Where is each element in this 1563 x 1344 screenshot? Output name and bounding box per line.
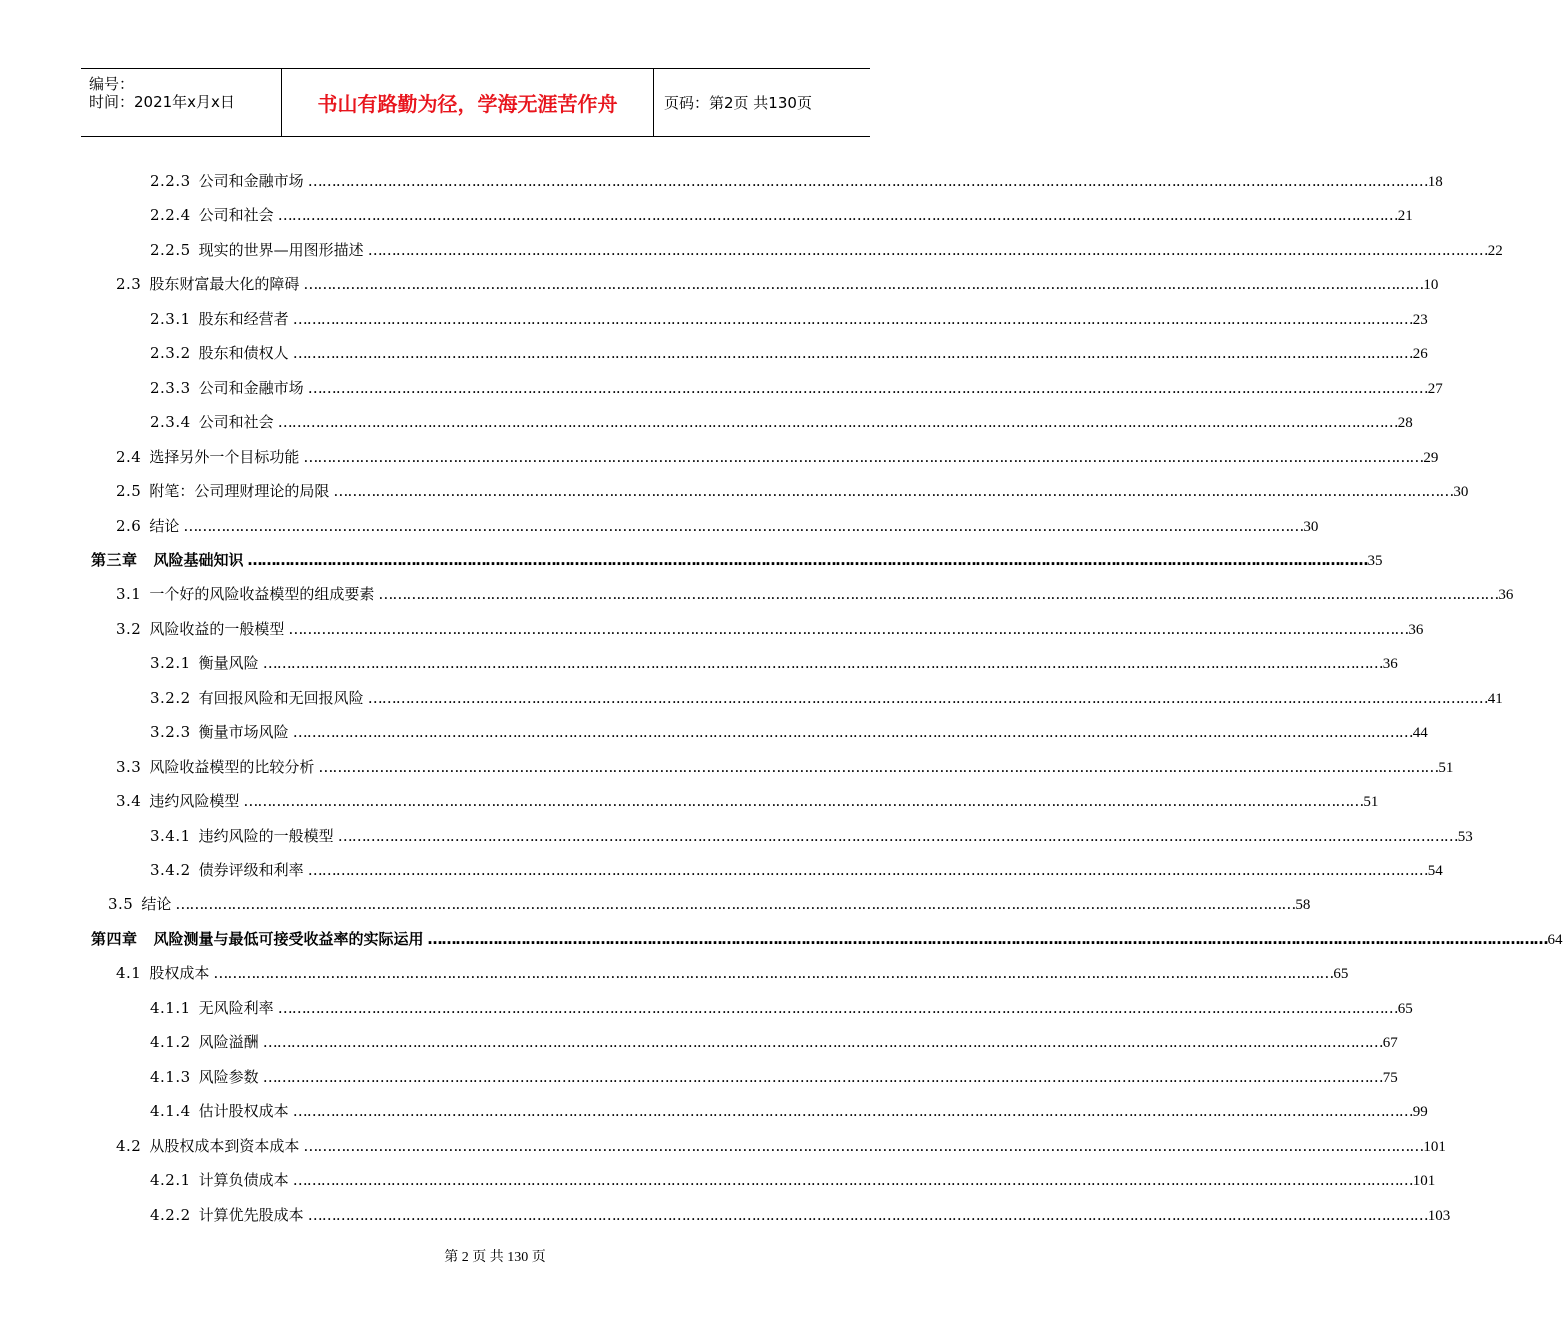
toc-entry[interactable] — [150, 1066, 1398, 1088]
toc-entry[interactable] — [150, 411, 1413, 433]
toc-entry-page: 36 — [1408, 621, 1424, 638]
toc-entry-page: 10 — [1423, 277, 1439, 294]
toc-entry-page: 51 — [1438, 759, 1454, 776]
toc-entry[interactable] — [116, 273, 1439, 295]
toc-entry[interactable] — [150, 308, 1428, 330]
toc-entry-number: 2.3.2 — [150, 344, 191, 363]
toc-entry-page: 53 — [1457, 828, 1473, 845]
toc-entry-number: 3.2 — [116, 619, 142, 638]
toc-leader-dots: …………………………………………………………………………………………………………………………………………………………………………………………………………………… — [183, 516, 1304, 535]
toc-entry-title: 风险测量与最低可接受收益率的实际运用 — [153, 929, 424, 948]
toc-entry-page: 44 — [1412, 725, 1428, 742]
toc-entry-title: 债券评级和利率 — [198, 861, 304, 879]
toc-entry[interactable] — [116, 446, 1439, 468]
toc-entry-page: 54 — [1427, 863, 1443, 879]
toc-entry-number: 3.2.1 — [150, 654, 191, 673]
toc-entry-page: 28 — [1397, 415, 1413, 432]
toc-entry-page: 30 — [1453, 484, 1469, 501]
toc-entry-number: 4.1.3 — [150, 1067, 191, 1086]
toc-leader-dots: …………………………………………………………………………………………………………………………………………………………………………………………………………………… — [307, 378, 1428, 397]
toc-leader-dots: …………………………………………………………………………………………………………………………………………………………………………………………………………………… — [262, 1033, 1383, 1052]
toc-entry-title: 风险收益模型的比较分析 — [149, 757, 315, 776]
toc-entry[interactable] — [150, 859, 1443, 881]
toc-entry-title: 一个好的风险收益模型的组成要素 — [149, 585, 375, 604]
toc-entry-number: 4.1.2 — [150, 1033, 191, 1052]
toc-entry[interactable] — [116, 962, 1349, 984]
toc-leader-dots: …………………………………………………………………………………………………………………………………………………………………………………………………………………… — [307, 861, 1428, 879]
toc-leader-dots: …………………………………………………………………………………………………………………………………………………………………………………………………………………… — [367, 688, 1488, 707]
toc-entry[interactable] — [150, 652, 1398, 674]
toc-leader-dots: …………………………………………………………………………………………………………………………………………………………………………………………………………………… — [175, 895, 1296, 914]
toc-entry-page: 27 — [1427, 380, 1443, 397]
header-meta-cell — [81, 69, 282, 136]
toc-entry-page: 35 — [1367, 552, 1383, 569]
toc-entry-title: 衡量风险 — [198, 654, 259, 673]
toc-entry[interactable] — [150, 204, 1413, 226]
toc-entry[interactable] — [91, 549, 1383, 571]
toc-leader-dots: …………………………………………………………………………………………………………………………………………………………………………………………………………………… — [337, 826, 1458, 845]
toc-leader-dots: …………………………………………………………………………………………………………………………………………………………………………………………………………………… — [292, 1171, 1413, 1190]
toc-entry-title: 股东和经营者 — [198, 309, 289, 328]
toc-leader-dots: …………………………………………………………………………………………………………………………………………………………………………………………………………………… — [378, 585, 1499, 604]
toc-entry[interactable] — [150, 1100, 1428, 1122]
toc-leader-dots: …………………………………………………………………………………………………………………………………………………………………………………………………………………… — [303, 447, 1424, 466]
toc-entry[interactable] — [116, 515, 1319, 537]
toc-entry-number: 2.6 — [116, 516, 142, 535]
toc-entry-number: 2.3 — [116, 275, 142, 294]
toc-entry-title: 违约风险的一般模型 — [198, 826, 334, 845]
toc-entry-title: 公司和金融市场 — [198, 172, 304, 190]
toc-entry-page: 29 — [1423, 449, 1439, 466]
toc-leader-dots: …………………………………………………………………………………………………………………………………………………………………………………………………………………… — [318, 757, 1439, 776]
toc-entry[interactable] — [150, 721, 1428, 743]
toc-leader-dots: …………………………………………………………………………………………………………………………………………………………………………………………………………………… — [292, 1102, 1413, 1121]
toc-entry-title: 公司和社会 — [198, 413, 274, 432]
toc-entry-number: 2.3.4 — [150, 413, 191, 432]
toc-entry-number: 3.4 — [116, 792, 142, 811]
page-footer: 第 2 页 共 130 页 — [444, 1250, 546, 1265]
toc-entry[interactable] — [150, 170, 1443, 192]
toc-entry-number: 2.4 — [116, 447, 142, 466]
toc-leader-dots: …………………………………………………………………………………………………………………………………………………………………………………………………………………… — [333, 482, 1454, 501]
toc-entry[interactable] — [108, 893, 1311, 915]
toc-entry[interactable] — [116, 756, 1454, 778]
toc-entry-title: 结论 — [141, 895, 172, 914]
toc-entry[interactable] — [150, 1169, 1436, 1191]
toc-entry-number: 2.2.3 — [150, 172, 191, 190]
toc-entry-page: 101 — [1423, 1138, 1446, 1155]
toc-entry-page: 65 — [1333, 966, 1349, 983]
toc-entry-page: 23 — [1412, 311, 1428, 328]
toc-entry-number: 第四章 — [91, 929, 138, 948]
toc-entry-number: 4.2.1 — [150, 1171, 191, 1190]
toc-entry-title: 违约风险模型 — [149, 792, 240, 811]
toc-entry-title: 公司和社会 — [198, 206, 274, 225]
toc-entry-number: 2.2.4 — [150, 206, 191, 225]
toc-entry-page: 75 — [1382, 1069, 1398, 1086]
toc-leader-dots: …………………………………………………………………………………………………………………………………………………………………………………………………………………… — [262, 1067, 1383, 1086]
toc-entry[interactable] — [150, 687, 1503, 709]
document-time-label: 时间：2021年x月x日 — [89, 93, 235, 111]
toc-entry-page: 22 — [1487, 242, 1503, 259]
toc-leader-dots: …………………………………………………………………………………………………………………………………………………………………………………………………………………… — [247, 550, 1368, 569]
toc-entry-number: 4.1.1 — [150, 998, 191, 1017]
toc-entry[interactable] — [116, 618, 1424, 640]
toc-leader-dots: …………………………………………………………………………………………………………………………………………………………………………………………………………………… — [427, 929, 1548, 948]
toc-entry-number: 3.3 — [116, 757, 142, 776]
toc-entry-number: 3.1 — [116, 585, 142, 604]
toc-entry[interactable] — [150, 825, 1473, 847]
toc-entry-title: 股权成本 — [149, 964, 210, 983]
toc-entry-title: 股东和债权人 — [198, 344, 289, 363]
toc-leader-dots: …………………………………………………………………………………………………………………………………………………………………………………………………………………… — [292, 723, 1413, 742]
header-page-info: 页码：第2页 共130页 — [664, 94, 812, 112]
toc-entry-title: 公司和金融市场 — [198, 378, 304, 397]
toc-leader-dots: …………………………………………………………………………………………………………………………………………………………………………………………………………………… — [303, 1136, 1424, 1155]
toc-entry-title: 从股权成本到资本成本 — [149, 1136, 300, 1155]
toc-entry[interactable] — [116, 1135, 1446, 1157]
toc-entry-number: 2.2.5 — [150, 240, 191, 259]
toc-entry-number: 3.2.2 — [150, 688, 191, 707]
toc-leader-dots: …………………………………………………………………………………………………………………………………………………………………………………………………………………… — [292, 344, 1413, 363]
toc-entry-title: 风险参数 — [198, 1067, 259, 1086]
toc-entry[interactable] — [150, 342, 1428, 364]
toc-entry-title: 结论 — [149, 516, 180, 535]
toc-entry-page: 41 — [1487, 690, 1503, 707]
toc-entry-title: 风险基础知识 — [153, 550, 244, 569]
toc-entry-page: 99 — [1412, 1104, 1428, 1121]
toc-entry-number: 3.2.3 — [150, 723, 191, 742]
toc-leader-dots: …………………………………………………………………………………………………………………………………………………………………………………………………………………… — [262, 654, 1383, 673]
toc-entry-number: 第三章 — [91, 550, 138, 569]
toc-entry[interactable] — [91, 928, 1563, 950]
toc-leader-dots: …………………………………………………………………………………………………………………………………………………………………………………………………………………… — [213, 964, 1334, 983]
toc-entry-title: 有回报风险和无回报风险 — [198, 688, 364, 707]
toc-entry-number: 4.2 — [116, 1136, 142, 1155]
toc-leader-dots: …………………………………………………………………………………………………………………………………………………………………………………………………………………… — [303, 275, 1424, 294]
toc-entry-title: 估计股权成本 — [198, 1102, 289, 1121]
toc-entry-title: 风险收益的一般模型 — [149, 619, 285, 638]
toc-entry-page: 64 — [1547, 931, 1563, 948]
toc-leader-dots: …………………………………………………………………………………………………………………………………………………………………………………………………………………… — [307, 1205, 1428, 1224]
toc-entry-title: 计算优先股成本 — [198, 1205, 304, 1224]
toc-leader-dots: …………………………………………………………………………………………………………………………………………………………………………………………………………………… — [307, 172, 1428, 190]
toc-entry-title: 衡量市场风险 — [198, 723, 289, 742]
toc-entry-number: 3.4.1 — [150, 826, 191, 845]
toc-entry-number: 3.5 — [108, 895, 134, 914]
toc-entry-title: 现实的世界—用图形描述 — [198, 240, 364, 259]
toc-entry-number: 4.2.2 — [150, 1205, 191, 1224]
toc-entry-number: 4.1 — [116, 964, 142, 983]
toc-entry-page: 103 — [1427, 1207, 1451, 1224]
toc-entry-number: 3.4.2 — [150, 861, 191, 879]
toc-entry[interactable] — [150, 997, 1413, 1019]
toc-leader-dots: …………………………………………………………………………………………………………………………………………………………………………………………………………………… — [277, 413, 1398, 432]
toc-leader-dots: …………………………………………………………………………………………………………………………………………………………………………………………………………………… — [367, 240, 1488, 259]
toc-entry-page: 30 — [1303, 518, 1319, 535]
toc-entry-page: 36 — [1498, 587, 1514, 604]
document-number-label: 编号： — [89, 75, 135, 93]
toc-entry-title: 选择另外一个目标功能 — [149, 447, 300, 466]
toc-leader-dots: …………………………………………………………………………………………………………………………………………………………………………………………………………………… — [288, 619, 1409, 638]
toc-entry-number: 2.3.3 — [150, 378, 191, 397]
toc-entry-number: 2.5 — [116, 482, 142, 501]
toc-entry-page: 21 — [1397, 208, 1413, 225]
toc-entry-page: 26 — [1412, 346, 1428, 363]
toc-entry[interactable] — [150, 1204, 1451, 1226]
toc-leader-dots: …………………………………………………………………………………………………………………………………………………………………………………………………………………… — [243, 792, 1364, 811]
toc-entry-title: 无风险利率 — [198, 998, 274, 1017]
page-header — [81, 68, 870, 137]
toc-entry-page: 101 — [1412, 1173, 1436, 1190]
toc-entry-title: 附笔：公司理财理论的局限 — [149, 482, 330, 501]
header-motto: 书山有路勤为径，学海无涯苦作舟 — [282, 69, 654, 136]
toc-entry-title: 风险溢酬 — [198, 1033, 259, 1052]
toc-entry-title: 计算负债成本 — [198, 1171, 289, 1190]
toc-entry-page: 36 — [1382, 656, 1398, 673]
toc-entry-number: 2.3.1 — [150, 309, 191, 328]
toc-entry[interactable] — [150, 1031, 1398, 1053]
toc-entry-page: 58 — [1295, 897, 1311, 914]
toc-entry[interactable] — [116, 480, 1469, 502]
toc-leader-dots: …………………………………………………………………………………………………………………………………………………………………………………………………………………… — [277, 206, 1398, 225]
toc-leader-dots: …………………………………………………………………………………………………………………………………………………………………………………………………………………… — [292, 309, 1413, 328]
toc-entry[interactable] — [150, 377, 1443, 399]
toc-entry-number: 4.1.4 — [150, 1102, 191, 1121]
toc-entry-page: 51 — [1363, 794, 1379, 811]
toc-entry-page: 67 — [1382, 1035, 1398, 1052]
toc-entry-title: 股东财富最大化的障碍 — [149, 275, 300, 294]
toc-entry[interactable] — [116, 583, 1514, 605]
toc-entry-page: 65 — [1397, 1000, 1413, 1017]
toc-entry-page: 18 — [1427, 174, 1443, 190]
toc-leader-dots: …………………………………………………………………………………………………………………………………………………………………………………………………………………… — [277, 998, 1398, 1017]
toc-entry[interactable] — [116, 790, 1379, 812]
toc-entry[interactable] — [150, 239, 1503, 261]
